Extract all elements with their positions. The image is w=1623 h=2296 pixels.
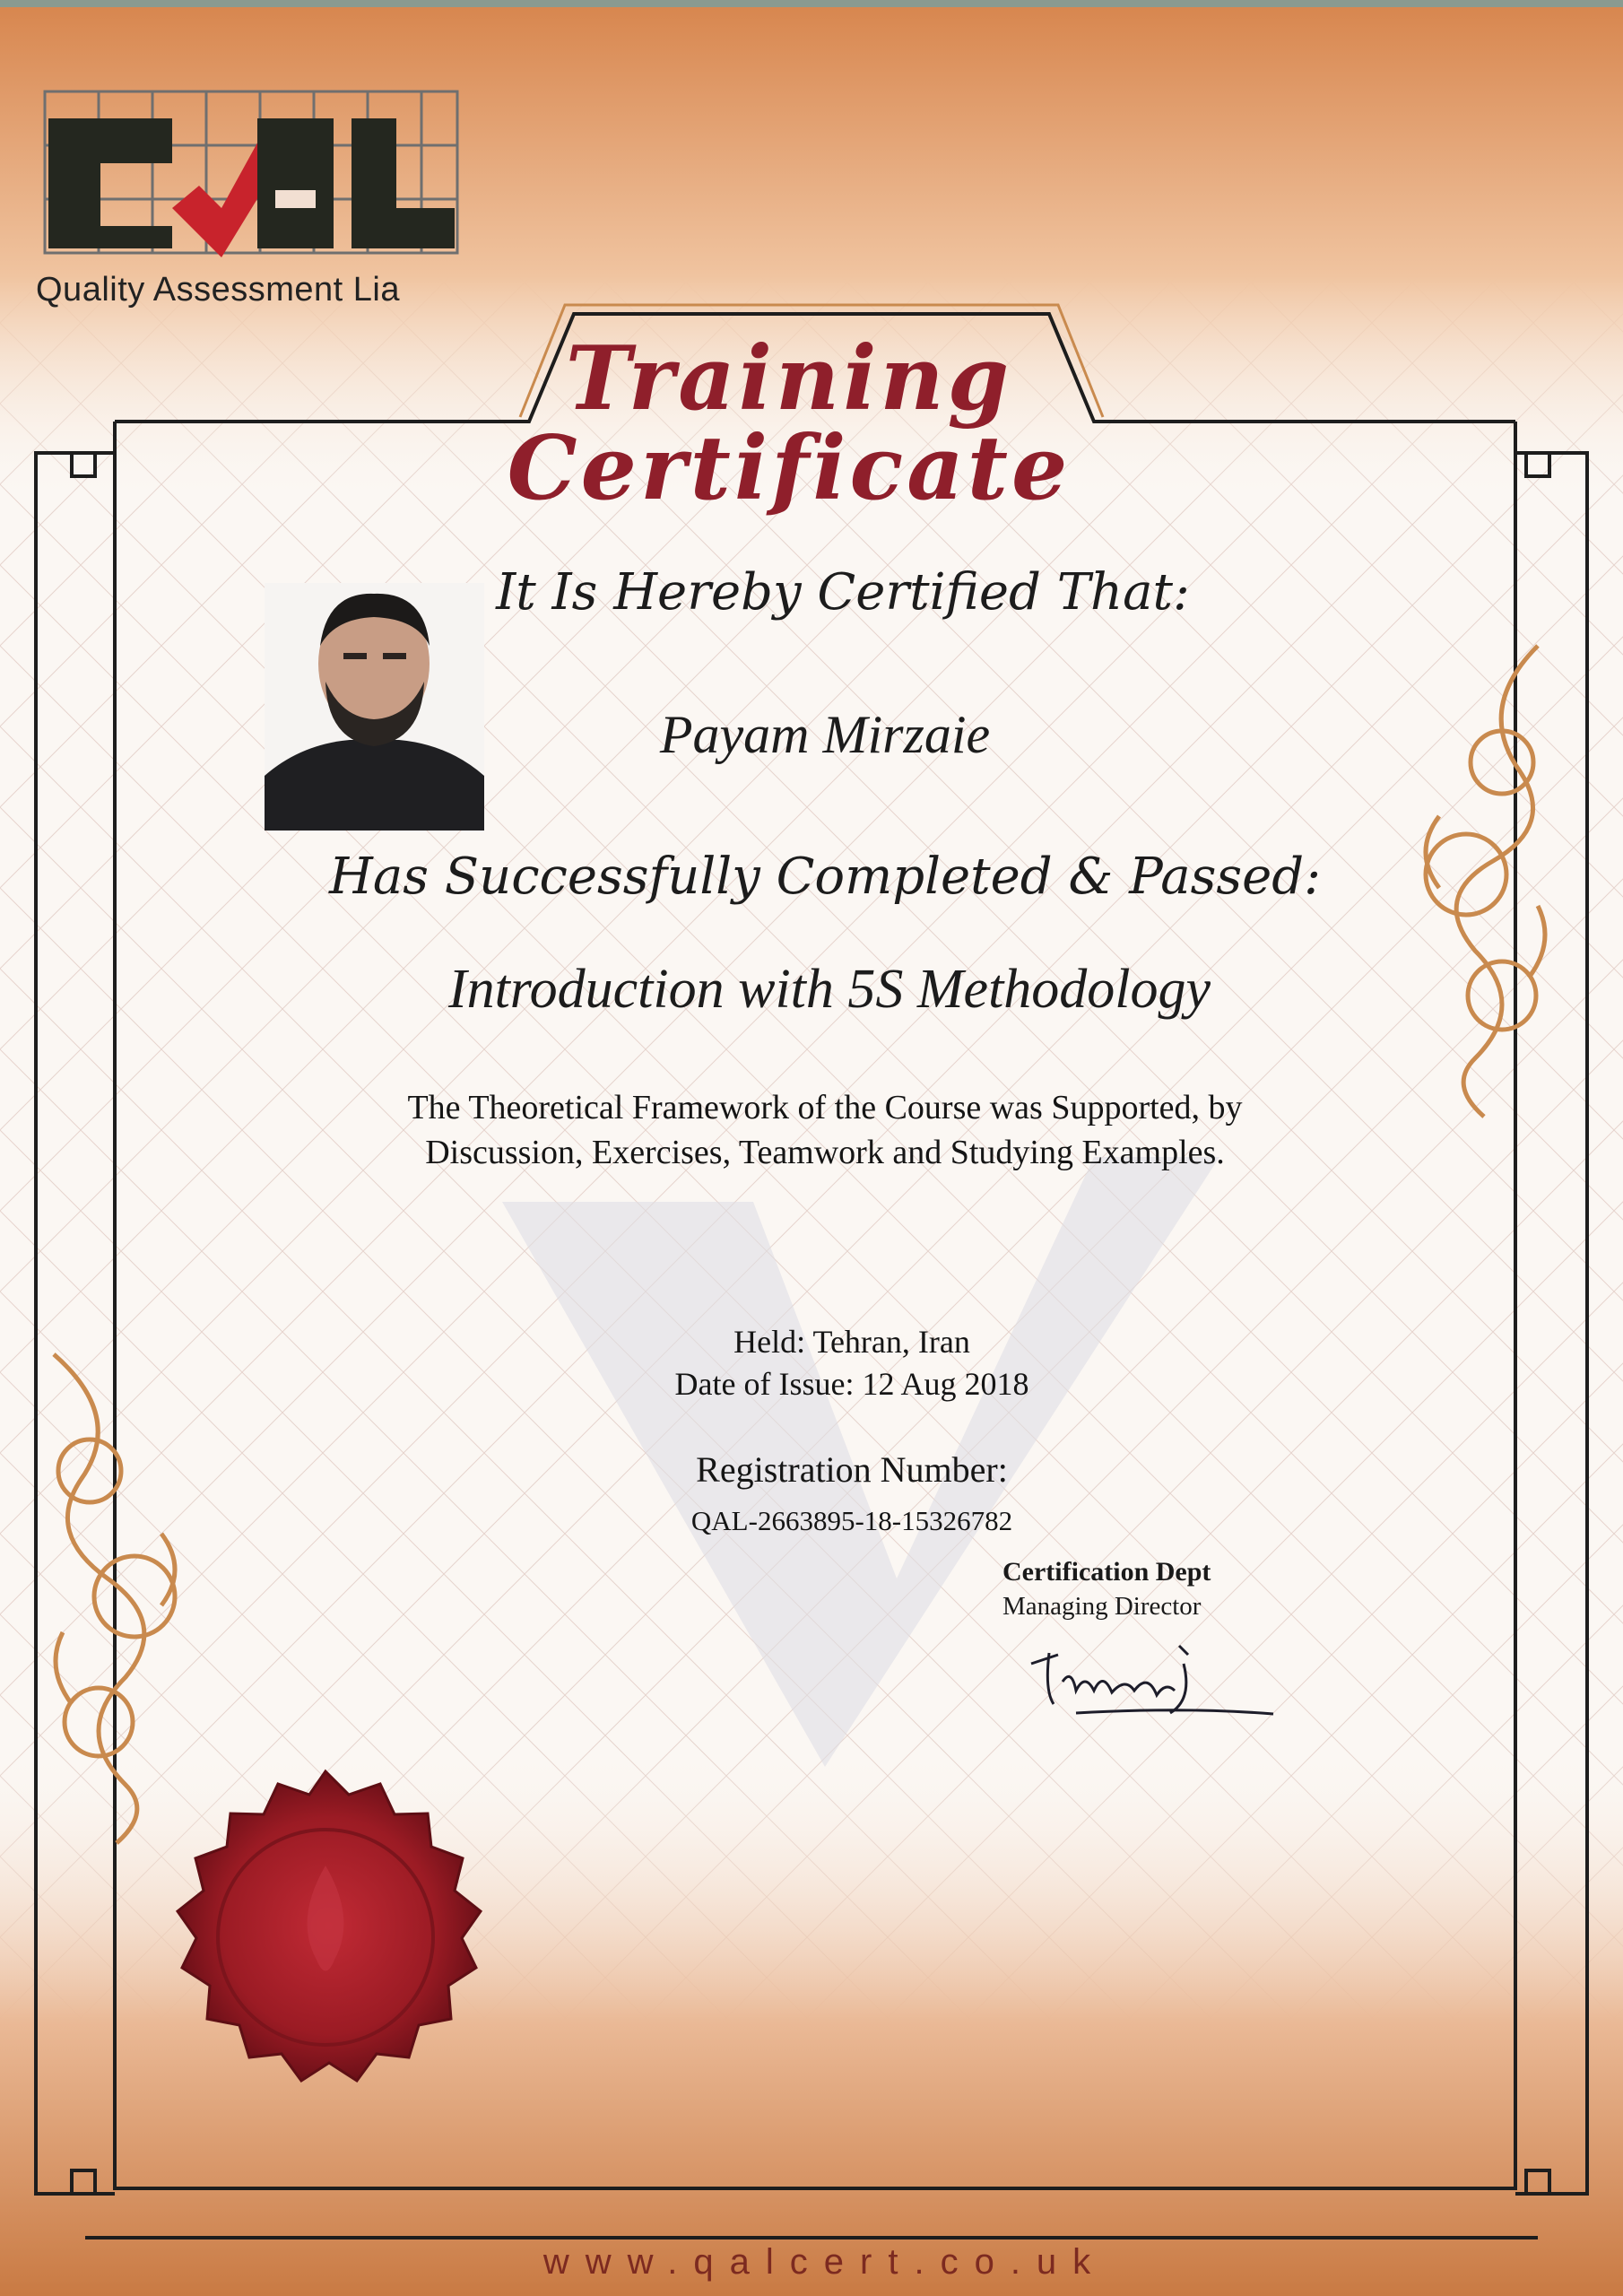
qal-logo [38,83,468,266]
logo-caption: Quality Assessment Lia [36,271,400,309]
signatory-dept: Certification Dept [1002,1557,1211,1587]
certified-that-heading: It Is Hereby Certified That: [496,563,1190,622]
signatory-role: Managing Director [1002,1592,1202,1621]
ornament-right [1403,637,1560,1121]
certificate-title-line1: Training [565,327,1013,430]
held-location: Held: Tehran, Iran [733,1324,970,1360]
certificate-title-line2: Certificate [507,417,1072,520]
registration-label: Registration Number: [696,1449,1008,1490]
recipient-name: Payam Mirzaie [659,705,991,764]
course-description: The Theoretical Framework of the Course was Supported, by Discussion, Exercises, Teamwork and Studying Examples. [407,1089,1243,1171]
signature [1022,1628,1278,1726]
course-title: Introduction with 5S Methodology [447,959,1211,1020]
website-url[interactable]: www.qalcert.co.uk [542,2242,1107,2282]
wax-seal [142,1767,509,2135]
date-of-issue: Date of Issue: 12 Aug 2018 [674,1366,1029,1402]
registration-number: QAL-2663895-18-15326782 [690,1505,1013,1536]
completed-heading: Has Successfully Completed & Passed: [329,848,1321,906]
